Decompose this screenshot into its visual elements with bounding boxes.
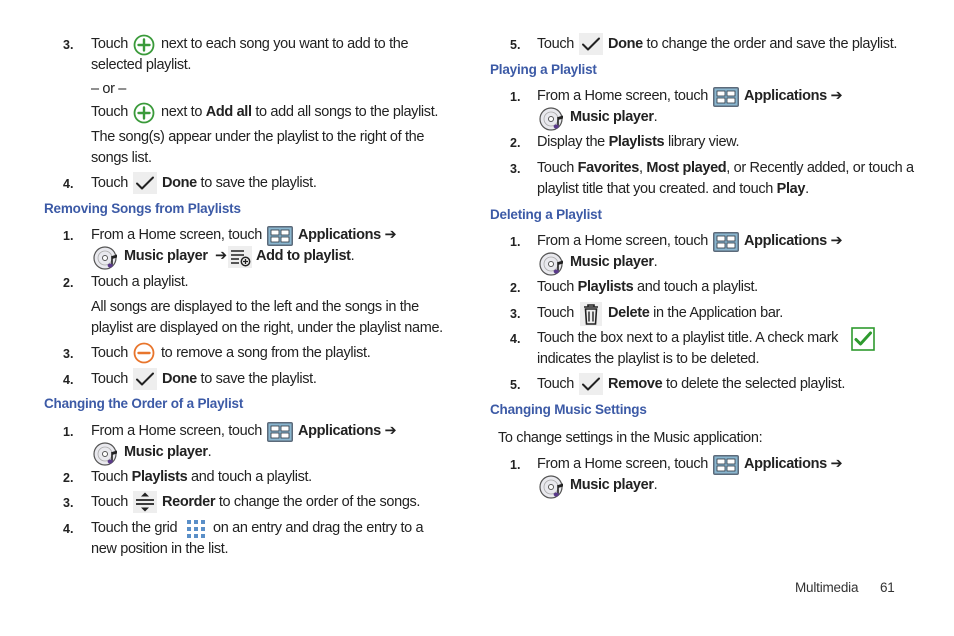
section-heading: Changing the Order of a Playlist [44,396,244,411]
add-icon [133,34,155,56]
step-text: Touch [91,175,128,191]
section-heading: Removing Songs from Playlists [44,201,241,216]
step-text: playlist title that you created. and touch Play. [537,181,809,197]
or-separator: – or – [91,81,126,97]
section-heading: Deleting a Playlist [490,207,602,222]
step-text: Touch Playlists and touch a playlist. [91,469,312,485]
intro-text: To change settings in the Music application: [498,430,763,446]
trash-icon [580,302,602,326]
step-text: songs list. [91,150,152,166]
section-heading: Changing Music Settings [490,402,647,417]
step-text: selected playlist. [91,57,192,73]
check-icon [133,172,157,194]
music-player-icon [539,474,565,500]
check-icon [579,33,603,55]
step-text: Touch [537,376,574,392]
step-text: playlist are displayed on the right, under the playlist name. [91,320,443,336]
step-text: From a Home screen, touch [91,227,262,243]
remove-icon [133,342,155,364]
step-text: Remove to delete the selected playlist. [608,376,846,392]
step-number: 5. [510,38,521,52]
step-text: Done to save the playlist. [162,175,317,191]
check-icon [579,373,603,395]
step-number: 4. [510,332,521,346]
step-text: Applications ➔ [298,227,397,243]
step-text: From a Home screen, touch [537,456,708,472]
step-number: 2. [63,471,74,485]
step-text: Touch Favorites, Most played, or Recently added, or touch a [537,160,914,176]
footer-section: Multimedia [795,580,859,595]
applications-icon [713,232,739,252]
page-number: 61 [880,580,895,595]
add-to-playlist-icon [228,246,252,268]
step-text: Done to save the playlist. [162,371,317,387]
step-text: to remove a song from the playlist. [161,345,371,361]
step-text: Applications ➔ [298,423,397,439]
step-text: From a Home screen, touch [537,233,708,249]
step-number: 3. [510,307,521,321]
step-text: Touch [91,494,128,510]
step-text: Music player. [570,254,658,270]
step-text: indicates the playlist is to be deleted. [537,351,760,367]
step-text: Music player ➔ [124,248,227,264]
applications-icon [267,422,293,442]
step-text: Touch a playlist. [91,274,189,290]
step-number: 4. [63,522,74,536]
step-text: Touch Playlists and touch a playlist. [537,279,758,295]
step-text: Applications ➔ [744,456,843,472]
step-text: next to Add all to add all songs to the playlist. [161,104,439,120]
step-text: Done to change the order and save the playlist. [608,36,898,52]
step-text: Music player. [124,444,212,460]
step-text: Touch [537,305,574,321]
step-number: 1. [510,458,521,472]
step-number: 4. [63,177,74,191]
music-player-icon [539,106,565,132]
step-number: 3. [510,162,521,176]
step-text: Touch [91,371,128,387]
step-number: 1. [63,425,74,439]
step-text: Music player. [570,109,658,125]
checkbox-checked-icon [851,327,875,351]
step-number: 5. [510,378,521,392]
step-text: The song(s) appear under the playlist to the right of the [91,129,425,145]
music-player-icon [539,251,565,277]
reorder-icon [133,491,157,513]
grid-icon [185,518,207,540]
applications-icon [713,455,739,475]
step-number: 2. [510,136,521,150]
step-text: From a Home screen, touch [537,88,708,104]
step-number: 1. [510,90,521,104]
step-number: 4. [63,373,74,387]
step-number: 3. [63,347,74,361]
step-number: 3. [63,496,74,510]
step-number: 2. [63,276,74,290]
step-text: Touch the box next to a playlist title. A check mark [537,330,838,346]
step-text: Applications ➔ [744,233,843,249]
music-player-icon [93,245,119,271]
step-text: Reorder to change the order of the songs. [162,494,421,510]
step-text: Touch the grid [91,520,178,536]
step-text: next to each song you want to add to the [161,36,409,52]
applications-icon [713,87,739,107]
step-text: Display the Playlists library view. [537,134,740,150]
step-text: on an entry and drag the entry to a [213,520,424,536]
step-text: Touch [91,104,128,120]
applications-icon [267,226,293,246]
add-icon [133,102,155,124]
step-text: Touch [537,36,574,52]
check-icon [133,368,157,390]
step-text: Touch [91,36,128,52]
step-text: Music player. [570,477,658,493]
step-number: 3. [63,38,74,52]
step-text: new position in the list. [91,541,229,557]
step-text: Add to playlist. [256,248,355,264]
step-text: From a Home screen, touch [91,423,262,439]
step-number: 1. [510,235,521,249]
step-text: Touch [91,345,128,361]
step-text: All songs are displayed to the left and the songs in the [91,299,419,315]
step-number: 1. [63,229,74,243]
music-player-icon [93,441,119,467]
section-heading: Playing a Playlist [490,62,597,77]
step-text: Applications ➔ [744,88,843,104]
step-text: Delete in the Application bar. [608,305,783,321]
step-number: 2. [510,281,521,295]
